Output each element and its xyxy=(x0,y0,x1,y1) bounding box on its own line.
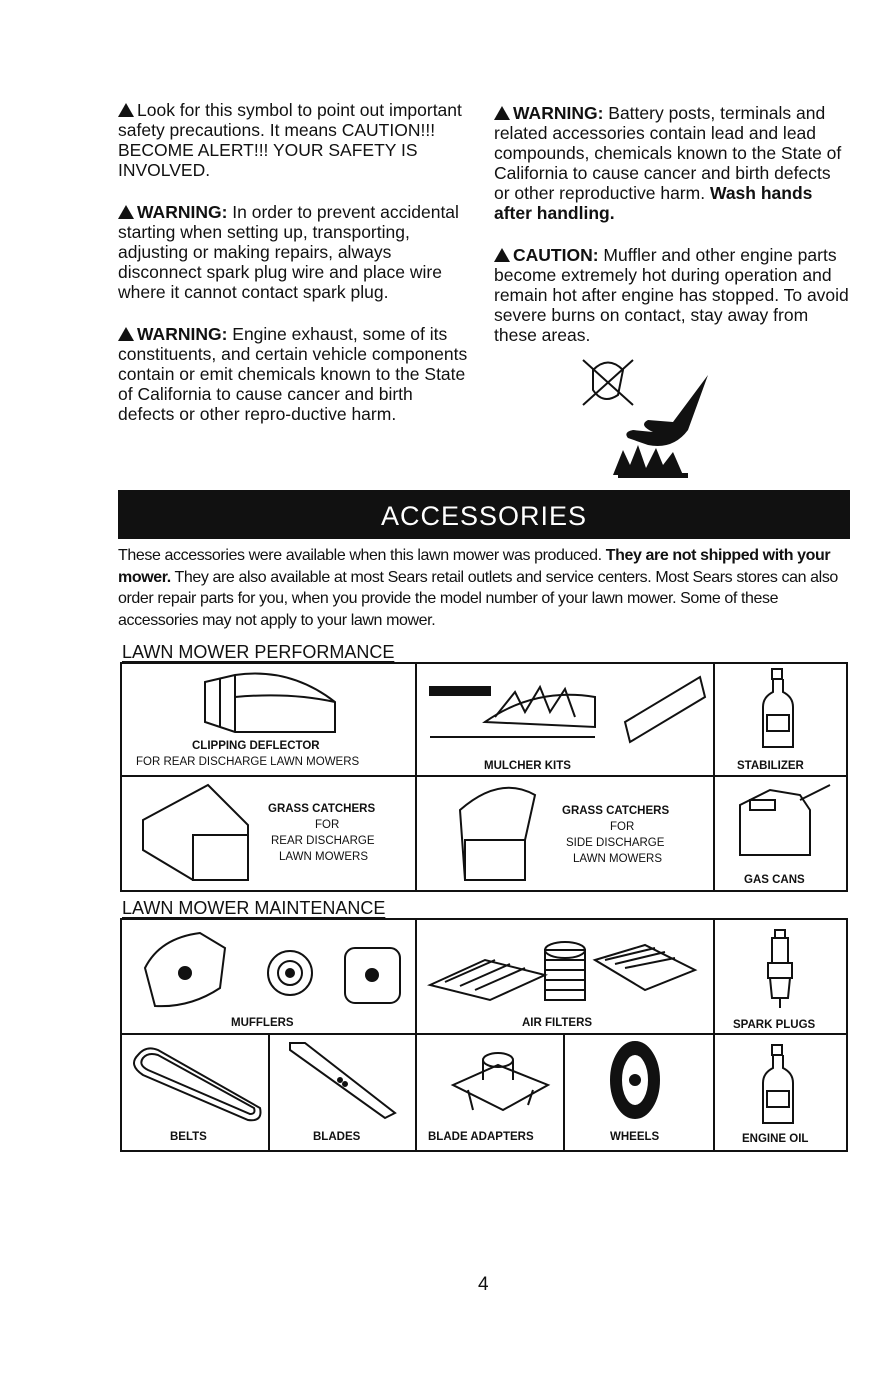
stabilizer-label: STABILIZER xyxy=(737,760,804,772)
engine-oil-label: ENGINE OIL xyxy=(742,1133,809,1145)
safety-symbol-note: Look for this symbol to point out important safety precautions. It means CAUTION!!! BECOME ALERT!!! YOUR SAFETY IS INVOLVED. xyxy=(118,100,462,180)
grass-catchers-rear-label-3: REAR DISCHARGE xyxy=(271,835,375,847)
warning-triangle-icon xyxy=(118,205,134,219)
mulcher-kits-label: MULCHER KITS xyxy=(484,760,571,772)
right-safety-column xyxy=(494,103,849,367)
spark-plugs-label: SPARK PLUGS xyxy=(733,1019,816,1031)
blade-icon xyxy=(285,1038,405,1123)
hot-surface-icon xyxy=(578,350,718,480)
left-safety-column xyxy=(118,100,468,446)
wheel-icon xyxy=(605,1038,665,1123)
mulcher-kit-icon xyxy=(425,667,715,747)
spark-plug-warning: WARNING: In order to prevent accidental starting when setting up, transporting, adjusting or making repairs, always disconnect spark plug wire and place wire where it cannot contact spark plug. xyxy=(118,202,459,302)
wheels-label: WHEELS xyxy=(610,1131,660,1143)
grass-catcher-side-icon xyxy=(450,780,545,890)
warning-triangle-icon xyxy=(118,327,134,341)
grass-catcher-rear-icon xyxy=(138,780,268,890)
blade-adapter-icon xyxy=(448,1045,553,1120)
accessories-banner: ACCESSORIES xyxy=(118,490,850,539)
warning-triangle-icon xyxy=(118,103,134,117)
grass-catchers-rear-label-1: GRASS CATCHERS xyxy=(268,803,376,815)
mufflers-label: MUFFLERS xyxy=(231,1017,294,1029)
air-filters-label: AIR FILTERS xyxy=(522,1017,593,1029)
blade-adapters-label: BLADE ADAPTERS xyxy=(428,1131,534,1143)
maintenance-title: LAWN MOWER MAINTENANCE xyxy=(122,898,386,918)
warning-triangle-icon xyxy=(494,248,510,262)
spark-plug-icon xyxy=(760,928,800,1013)
grass-catchers-side-label-3: SIDE DISCHARGE xyxy=(566,837,665,849)
grass-catchers-side-label-1: GRASS CATCHERS xyxy=(562,805,670,817)
exhaust-warning: WARNING: Engine exhaust, some of its constituents, and certain vehicle components contain or emit chemicals known to the State of California to cause cancer and birth defects or other repro-ductive harm. xyxy=(118,324,468,424)
grass-catchers-rear-label-4: LAWN MOWERS xyxy=(279,851,369,863)
grass-catchers-rear-label-2: FOR xyxy=(315,819,340,831)
gas-can-icon xyxy=(730,780,840,865)
air-filters-icon xyxy=(425,930,705,1015)
clipping-deflector-sublabel: FOR REAR DISCHARGE LAWN MOWERS xyxy=(136,756,360,768)
mufflers-icon xyxy=(140,928,410,1013)
accessories-intro: These accessories were available when this lawn mower was produced. They are not shipped with your mower. They are also available at most Sears retail outlets and service centers. Most Sears stores can also order repair parts for you, when you provide the model number of your lawn mower. Some of these accessories may not apply to your lawn mower. xyxy=(118,547,838,629)
warning-triangle-icon xyxy=(494,106,510,120)
engine-oil-bottle-icon xyxy=(758,1043,798,1128)
belts-label: BELTS xyxy=(170,1131,207,1143)
page-number: 4 xyxy=(478,1274,489,1295)
belt-icon xyxy=(128,1040,268,1125)
gas-cans-label: GAS CANS xyxy=(744,874,805,886)
grass-catchers-side-label-2: FOR xyxy=(610,821,635,833)
performance-title: LAWN MOWER PERFORMANCE xyxy=(122,642,395,662)
grass-catchers-side-label-4: LAWN MOWERS xyxy=(573,853,663,865)
stabilizer-bottle-icon xyxy=(758,667,798,752)
muffler-caution: CAUTION: Muffler and other engine parts become extremely hot during operation and remain hot after engine has stopped. To avoid severe burns on contact, stay away from these areas. xyxy=(494,245,849,345)
battery-warning: WARNING: Battery posts, terminals and related accessories contain lead and lead compounds, chemicals known to the State of California to cause cancer and birth defects or other reproductive harm. Wash hands after handling. xyxy=(494,103,842,223)
clipping-deflector-icon xyxy=(195,667,355,742)
clipping-deflector-label: CLIPPING DEFLECTOR xyxy=(192,740,320,752)
blades-label: BLADES xyxy=(313,1131,361,1143)
